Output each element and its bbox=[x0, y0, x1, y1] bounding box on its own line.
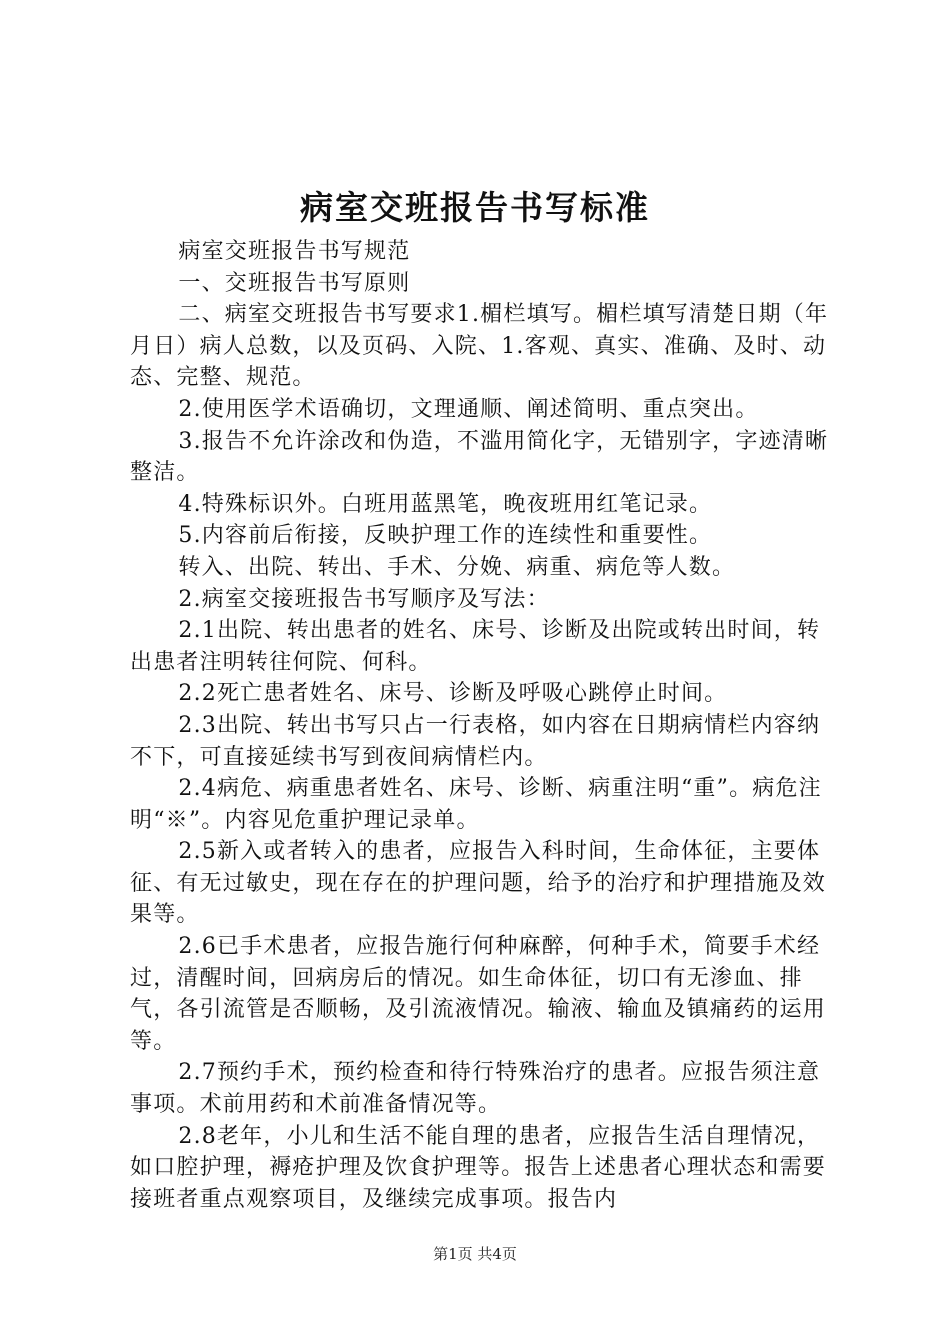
paragraph: 二、病室交班报告书写要求1.楣栏填写。楣栏填写清楚日期（年月日）病人总数，以及页码、入院、1.客观、真实、准确、及时、动态、完整、规范。 bbox=[130, 302, 829, 391]
paragraph: 2.使用医学术语确切，文理通顺、阐述简明、重点突出。 bbox=[178, 396, 759, 422]
paragraph: 2.8老年，小儿和生活不能自理的患者，应报告生活自理情况，如口腔护理，褥疮护理及饮食护理等。报告上述患者心理状态和需要接班者重点观察项目，及继续完成事项。报告内 bbox=[130, 1123, 827, 1212]
paragraph: 4.特殊标识外。白班用蓝黑笔，晚夜班用红笔记录。 bbox=[178, 491, 713, 517]
document-body bbox=[130, 236, 842, 1215]
paragraph: 2.7预约手术，预约检查和待行特殊治疗的患者。应报告须注意事项。术前用药和术前准备情况等。 bbox=[130, 1060, 821, 1118]
paragraph: 2.3出院、转出书写只占一行表格，如内容在日期病情栏内容纳不下，可直接延续书写到夜间病情栏内。 bbox=[130, 712, 821, 770]
paragraph: 2.4病危、病重患者姓名、床号、诊断、病重注明“重”。病危注明“※”。内容见危重护理记录单。 bbox=[130, 776, 822, 833]
paragraph: 病室交班报告书写规范 bbox=[178, 239, 411, 264]
paragraph: 2.病室交接班报告书写顺序及写法： bbox=[178, 586, 550, 612]
paragraph: 2.2死亡患者姓名、床号、诊断及呼吸心跳停止时间。 bbox=[178, 681, 728, 707]
document-title: 病室交班报告书写标准 bbox=[300, 188, 650, 227]
paragraph: 一、交班报告书写原则 bbox=[178, 270, 411, 296]
paragraph: 2.1出院、转出患者的姓名、床号、诊断及出院或转出时间，转出患者注明转往何院、何科。 bbox=[130, 618, 821, 675]
paragraph: 转入、出院、转出、手术、分娩、病重、病危等人数。 bbox=[178, 554, 736, 580]
paragraph: 2.5新入或者转入的患者，应报告入科时间，生命体征，主要体征、有无过敏史，现在存在的护理问题，给予的治疗和护理措施及效果等。 bbox=[130, 839, 827, 928]
page-number: 第1页 共4页 bbox=[433, 1245, 517, 1263]
paragraph: 5.内容前后衔接，反映护理工作的连续性和重要性。 bbox=[178, 523, 713, 549]
paragraph: 2.6已手术患者，应报告施行何种麻醉，何种手术，简要手术经过，清醒时间，回病房后的情况。如生命体征，切口有无渗血、排气，各引流管是否顺畅，及引流液情况。输液、输血及镇痛药的运用等。 bbox=[130, 934, 827, 1054]
paragraph: 3.报告不允许涂改和伪造，不滥用简化字，无错别字，字迹清晰整洁。 bbox=[130, 428, 829, 486]
